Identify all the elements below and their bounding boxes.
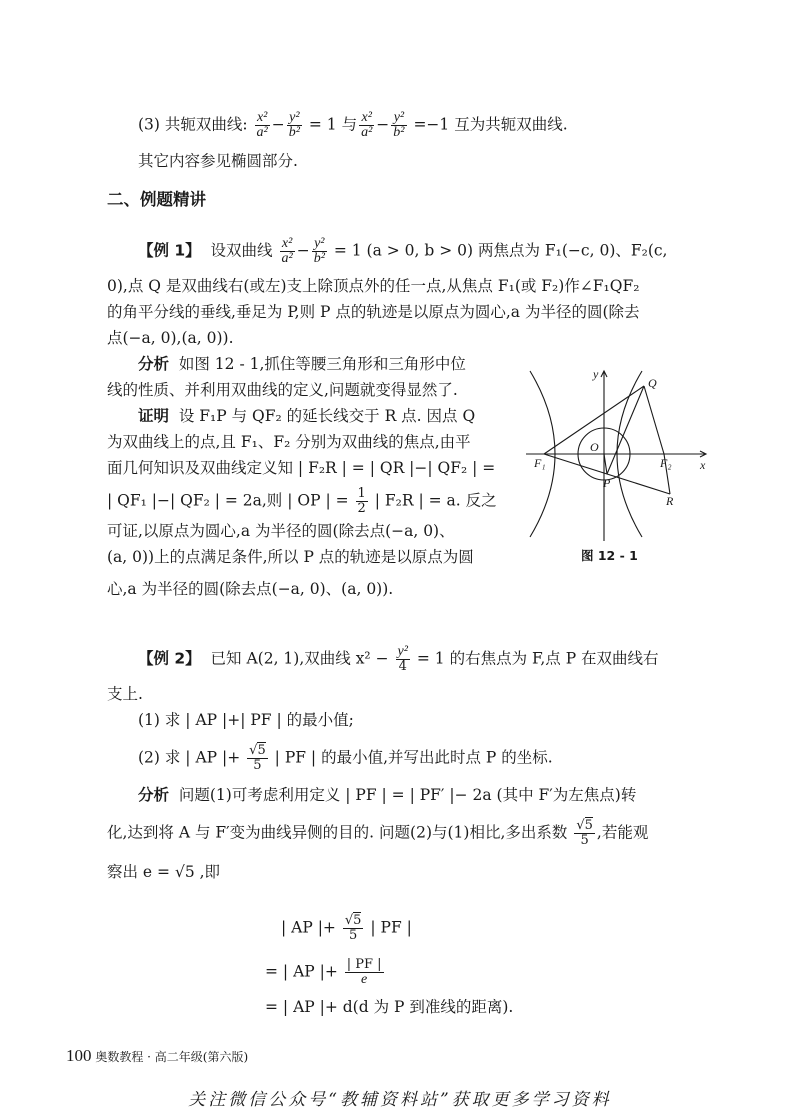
frac-num: y²: [391, 111, 406, 126]
figure-caption: 图 12 - 1: [581, 548, 638, 563]
proof-l4b: | F₂R | = a. 反之: [374, 491, 497, 510]
fraction: [359, 111, 374, 140]
frac-num: y²: [287, 111, 302, 126]
ex1-line-4: 点(−a, 0),(a, 0)).: [107, 329, 234, 347]
book-title: 奥数教程 · 高二年级(第六版): [95, 1050, 249, 1064]
fraction-sqrt5-over-5: $\frac{√5}{5}$: [249, 743, 266, 773]
segment-q-f2: [644, 386, 664, 454]
frac-den: 5: [349, 928, 358, 943]
frac-den: 5: [253, 758, 262, 773]
conj-label: (3) 共轭双曲线:: [138, 115, 248, 134]
ex1-proof-line-6: (a, 0))上的点满足条件,所以 P 点的轨迹是以原点为圆: [107, 548, 474, 566]
proof-text: 设 F₁P 与 QF₂ 的延长线交于 R 点. 因点 Q: [178, 407, 476, 425]
frac-num: y²: [397, 644, 408, 659]
frac-num: x²: [359, 111, 374, 126]
equation-line-1: [281, 914, 412, 943]
label-r: R: [666, 494, 674, 508]
ex1-line-2: 0),点 Q 是双曲线右(或左)支上除顶点外的任一点,从焦点 F₁(或 F₂)作∠F₁QF₂: [107, 277, 640, 295]
frac-den: b²: [288, 125, 300, 140]
ex1-analysis-line-2: 线的性质、并利用双曲线的定义,问题就变得显然了.: [107, 381, 458, 399]
sqrt-radicand: 5: [584, 818, 593, 833]
frac-den: a²: [361, 125, 373, 140]
fraction: [396, 645, 410, 674]
ex1-analysis-line-1: [138, 353, 500, 375]
fraction: [255, 111, 270, 140]
label-y: y: [593, 367, 599, 381]
ex2-analysis-line-2: [107, 819, 700, 848]
conj-mid: = 1 与: [308, 115, 358, 134]
ex1-proof-line-1: [138, 405, 500, 427]
label-p: P: [603, 476, 611, 490]
frac-num: x²: [255, 111, 270, 126]
frac-num: x²: [280, 237, 295, 252]
ex2-line-1: [138, 645, 700, 674]
label-f1: F₁: [534, 456, 546, 470]
sqrt-radicand: 5: [353, 913, 362, 928]
label-f2: F₂: [660, 456, 672, 470]
a-l2b: ,若能观: [596, 823, 649, 842]
fraction-pf-over-e: [345, 958, 384, 987]
fraction-sqrt5-over-5: $\frac{√5}{5}$: [576, 818, 593, 848]
frac-num: y²: [312, 237, 327, 252]
frac-den: 4: [398, 659, 407, 674]
frac-den: b²: [313, 251, 325, 266]
eq1a: | AP |+: [281, 918, 336, 937]
eq2a: = | AP |+: [265, 962, 338, 981]
page-footer: [66, 1046, 248, 1066]
wechat-banner: 关注微信公众号“教辅资料站”获取更多学习资料: [188, 1090, 612, 1110]
analysis-text: 如图 12 - 1,抓住等腰三角形和三角形中位: [178, 355, 466, 373]
ex2-question-1: (1) 求 | AP |+| PF | 的最小值;: [138, 711, 354, 729]
ex2-line-2: 支上.: [107, 685, 143, 703]
frac-num: 1: [357, 486, 366, 501]
ex1-proof-line-2: 为双曲线上的点,且 F₁、F₂ 分别为双曲线的焦点,由平: [107, 433, 471, 451]
fraction: [280, 237, 295, 266]
analysis-tag: 分析: [138, 355, 170, 373]
section-title: 二、例题精讲: [107, 190, 206, 209]
page-number: 100: [66, 1046, 92, 1065]
ex2-question-2: [138, 744, 700, 773]
frac-den: e: [361, 972, 368, 987]
ex1-proof-line-7: 心,a 为半径的圆(除去点(−a, 0)、(a, 0)).: [107, 580, 394, 598]
ex1-line-1: 【例 1】 设双曲线 $\frac{\text{x²}}{\text{a²}}$ − $\frac{\text{y²}}{\text{b²}}$ = 1 (a > 0, b > 0) 两焦点为 F₁(−c, 0)、F₂(c,: [138, 236, 668, 266]
example-2-tag: 【例 2】: [138, 649, 201, 668]
ex2-lead: 已知 A(2, 1),双曲线 x² −: [210, 649, 389, 668]
ex1-lead: 设双曲线: [210, 241, 273, 260]
frac-den: b²: [393, 125, 405, 140]
fraction: [391, 111, 406, 140]
ex2-cond: = 1 的右焦点为 F,点 P 在双曲线右: [416, 649, 659, 668]
ex1-cond: = 1 (a > 0, b > 0) 两焦点为 F₁(−c, 0)、F₂(c,: [333, 241, 668, 260]
sqrt-radicand: 5: [257, 743, 266, 758]
example-1-tag: 【例 1】: [138, 241, 201, 260]
hyperbola-figure: [520, 365, 710, 545]
fraction: [287, 111, 302, 140]
ex2-analysis-line-1: [138, 784, 700, 806]
equation-line-2: [265, 958, 386, 987]
proof-tag: 证明: [138, 407, 170, 425]
other-content-line: 其它内容参见椭圆部分.: [138, 152, 298, 170]
ex1-proof-line-5: 可证,以原点为圆心,a 为半径的圆(除去点(−a, 0)、: [107, 522, 455, 540]
label-o: O: [590, 440, 599, 454]
frac-den: 5: [580, 833, 589, 848]
frac-den: 2: [357, 501, 366, 516]
frac-num: | PF |: [346, 957, 382, 972]
ex1-proof-line-4: [107, 487, 500, 516]
fraction-half: [356, 487, 368, 516]
conjugate-hyperbola-line: (3) 共轭双曲线: $\frac{\text{x²}}{\text{a²}}$ − $\frac{\text{y²}}{\text{b²}}$ = 1 与 $\frac{\text{x²}}{\text{a²}}$ − $\frac{\text{y²}}{\text{b²}}$ =−1 互为共轭双曲线.: [138, 110, 568, 140]
ex2-analysis-line-3: 察出 e = √5 ,即: [107, 863, 221, 881]
analysis-tag: 分析: [138, 786, 170, 804]
ex1-proof-line-3: 面几何知识及双曲线定义知 | F₂R | = | QR |−| QF₂ | =: [107, 459, 496, 477]
q2b: | PF | 的最小值,并写出此时点 P 的坐标.: [274, 748, 553, 767]
eq1b: | PF |: [370, 918, 412, 937]
label-x: x: [700, 458, 706, 472]
frac-den: a²: [281, 251, 293, 266]
proof-l4a: | QF₁ |−| QF₂ | = 2a,则 | OP | =: [107, 491, 349, 510]
fraction: [312, 237, 327, 266]
fraction-sqrt5-over-5: $\frac{√5}{5}$: [344, 913, 362, 943]
ex1-line-3: 的角平分线的垂线,垂足为 P,则 P 点的轨迹是以原点为圆心,a 为半径的圆(除去: [107, 303, 640, 321]
a-l2a: 化,达到将 A 与 F′变为曲线异侧的目的. 问题(2)与(1)相比,多出系数: [107, 823, 568, 842]
label-q: Q: [648, 376, 657, 390]
q2a: (2) 求 | AP |+: [138, 748, 241, 767]
equation-line-3: = | AP |+ d(d 为 P 到准线的距离).: [265, 998, 514, 1016]
analysis-text: 问题(1)可考虑利用定义 | PF | = | PF′ |− 2a (其中 F′为左焦点)转: [178, 786, 637, 804]
conj-end: =−1 互为共轭双曲线.: [413, 115, 568, 134]
frac-den: a²: [256, 125, 268, 140]
